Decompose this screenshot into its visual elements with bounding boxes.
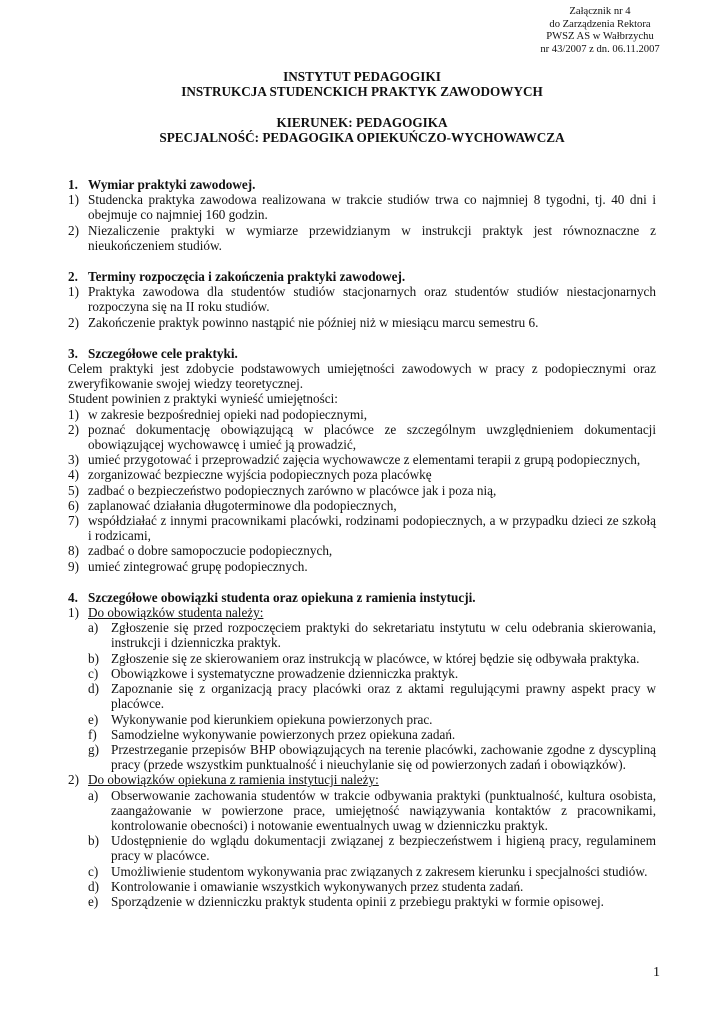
list-item <box>68 833 656 863</box>
list-item <box>68 712 656 727</box>
section-2 <box>68 269 656 330</box>
item-text: Udostępnienie do wglądu dokumentacji związanej z bezpieczeństwem i higieną pracy, regulaminem pracy w placówce. <box>111 833 656 864</box>
list-item <box>68 315 656 330</box>
item-letter: d) <box>88 681 99 697</box>
list-item <box>68 467 656 482</box>
list-item <box>68 284 656 314</box>
item-text: Zgłoszenie się przed rozpoczęciem praktyki do sekretariatu instytutu w celu odebrania skierowania, instrukcji i dzienniczka praktyk. <box>111 620 656 651</box>
section-title: Szczegółowe obowiązki studenta oraz opiekuna z ramienia instytucji. <box>88 589 476 605</box>
field-title-block <box>0 115 724 145</box>
item-text: zadbać o bezpieczeństwo podopiecznych zarówno w placówce jak i poza nią, <box>88 482 497 498</box>
item-number: 1) <box>68 284 79 300</box>
item-letter: e) <box>88 711 99 727</box>
item-letter: b) <box>88 650 99 666</box>
item-number: 2) <box>68 772 79 788</box>
list-item <box>68 864 656 879</box>
subsection-heading <box>68 772 656 787</box>
item-text: zaplanować działania długoterminowe dla podopiecznych, <box>88 497 397 513</box>
item-text: Studencka praktyka zawodowa realizowana w trakcie studiów trwa co najmniej 8 tygodni, tj. 40 dni i obejmuje co najmniej 160 godzin. <box>88 192 656 223</box>
annex-note <box>505 6 695 56</box>
section-number: 1. <box>68 177 78 192</box>
list-item <box>68 651 656 666</box>
item-letter: b) <box>88 833 99 849</box>
item-text: Zakończenie praktyk powinno nastąpić nie później niż w miesiącu marcu semestru 6. <box>88 314 539 330</box>
item-letter: f) <box>88 726 97 742</box>
section-title: Szczegółowe cele praktyki. <box>88 345 238 361</box>
item-text: Wykonywanie pod kierunkiem opiekuna powierzonych prac. <box>111 711 433 727</box>
item-text: Praktyka zawodowa dla studentów studiów stacjonarnych oraz studentów studiów niestacjonarnych rozpoczyna się na II roku studiów. <box>88 284 656 315</box>
list-item <box>68 407 656 422</box>
annex-line: Załącznik nr 4 <box>569 6 631 17</box>
item-text: poznać dokumentację obowiązującą w placówce ze szczególnym uwzględnieniem dokumentacji obowiązującej wychowawcę i umieć ją prowadzić, <box>88 421 656 453</box>
section-number: 2. <box>68 269 78 285</box>
list-item <box>68 879 656 894</box>
item-number: 6) <box>68 497 79 513</box>
section-title: Terminy rozpoczęcia i zakończenia praktyki zawodowej. <box>88 269 406 285</box>
item-letter: c) <box>88 665 99 681</box>
item-number: 3) <box>68 452 79 468</box>
section-heading <box>68 590 656 605</box>
list-item <box>68 498 656 513</box>
list-item <box>68 543 656 558</box>
section-1 <box>68 177 656 253</box>
item-number: 7) <box>68 513 79 529</box>
item-number: 9) <box>68 558 79 574</box>
section-title: Wymiar praktyki zawodowej. <box>88 177 256 192</box>
item-text: zorganizować bezpieczne wyjścia podopiecznych poza placówkę <box>88 467 432 483</box>
subsection-title: Do obowiązków studenta należy: <box>88 605 264 621</box>
item-text: Obowiązkowe i systematyczne prowadzenie dzienniczka praktyk. <box>111 665 459 681</box>
section-heading <box>68 269 656 284</box>
section-number: 3. <box>68 345 78 361</box>
section-heading <box>68 346 656 361</box>
item-letter: d) <box>88 878 99 894</box>
item-letter: e) <box>88 893 99 909</box>
item-text: Umożliwienie studentom wykonywania prac związanych z zakresem kierunku i specjalności studiów. <box>111 863 648 879</box>
item-text: Niezaliczenie praktyki w wymiarze przewidzianym w instrukcji praktyk jest równoznaczne z nieukończeniem studiów. <box>88 222 656 253</box>
item-text: Obserwowanie zachowania studentów w trakcie odbywania praktyki (punktualność, kultura osobista, zaangażowanie w powierzone prace, umiejętność nawiązywania kontaktów z pracownikami, kontrolowanie obecności) i notowanie ewentualnych uwag w dzienniczku praktyk. <box>111 787 656 833</box>
paragraph: Student powinien z praktyki wynieść umiejętności: <box>68 391 338 407</box>
item-number: 1) <box>68 192 79 208</box>
item-text: umieć przygotować i przeprowadzić zajęcia wychowawcze z elementami terapii z grupą podopiecznych, <box>88 452 641 468</box>
list-item <box>68 788 656 834</box>
item-text: Zapoznanie się z organizacją pracy placówki oraz z aktami regulującymi prawny aspekt pracy w placówce. <box>111 681 656 712</box>
document-body <box>68 177 656 925</box>
item-number: 2) <box>68 421 79 437</box>
annex-line: PWSZ AS w Wałbrzychu <box>546 31 654 43</box>
item-number: 1) <box>68 605 79 621</box>
item-number: 8) <box>68 543 79 559</box>
item-text: Przestrzeganie przepisów BHP obowiązujących na terenie placówki, zachowanie zgodne z dyscypliną pracy (przede wszystkim punktualność i nieuchylanie się od powierzonych zadań i obowiązków). <box>111 741 656 773</box>
item-letter: a) <box>88 787 99 803</box>
item-letter: g) <box>88 741 99 757</box>
item-letter: c) <box>88 863 99 879</box>
list-item <box>68 681 656 711</box>
item-text: współdziałać z innymi pracownikami placówki, rodzinami podopiecznych, a w przypadku dzieci ze szkołą i rodzicami, <box>88 513 656 544</box>
section-heading <box>68 177 656 192</box>
document-title: INSTRUKCJA STUDENCKICH PRAKTYK ZAWODOWYCH <box>181 84 543 100</box>
item-text: zadbać o dobre samopoczucie podopiecznych, <box>88 543 333 559</box>
paragraph: Celem praktyki jest zdobycie podstawowych umiejętności zawodowych w pracy z podopiecznymi oraz zweryfikowanie swojej wiedzy teoretycznej. <box>68 361 656 392</box>
item-number: 4) <box>68 467 79 483</box>
item-number: 2) <box>68 222 79 238</box>
annex-line: nr 43/2007 z dn. 06.11.2007 <box>540 43 660 55</box>
item-text: Zgłoszenie się ze skierowaniem oraz instrukcją w placówce, w której będzie się odbywała praktyka. <box>111 650 640 666</box>
section-4 <box>68 590 656 909</box>
item-number: 2) <box>68 314 79 330</box>
section-number: 4. <box>68 589 78 605</box>
list-item <box>68 559 656 574</box>
annex-line: do Zarządzenia Rektora <box>549 18 651 30</box>
item-number: 5) <box>68 482 79 498</box>
item-number: 1) <box>68 406 79 422</box>
list-item <box>68 894 656 909</box>
list-item <box>68 192 656 222</box>
institute-name: INSTYTUT PEDAGOGIKI <box>283 69 441 84</box>
list-item <box>68 666 656 681</box>
list-item <box>68 452 656 467</box>
list-item <box>68 620 656 650</box>
specialization: SPECJALNOŚĆ: PEDAGOGIKA OPIEKUŃCZO-WYCHOWAWCZA <box>159 130 565 146</box>
item-text: Sporządzenie w dzienniczku praktyk studenta opinii z przebiegu praktyki w formie opisowej. <box>111 893 604 909</box>
subsection-title: Do obowiązków opiekuna z ramienia instytucji należy: <box>88 772 379 788</box>
institute-title-block <box>0 69 724 99</box>
field-of-study: KIERUNEK: PEDAGOGIKA <box>276 115 448 130</box>
item-text: umieć zintegrować grupę podopiecznych. <box>88 558 308 574</box>
item-text: Samodzielne wykonywanie powierzonych przez opiekuna zadań. <box>111 726 456 742</box>
list-item <box>68 223 656 253</box>
page-number: 1 <box>653 965 660 980</box>
list-item <box>68 727 656 742</box>
list-item <box>68 513 656 543</box>
list-item <box>68 742 656 772</box>
list-item <box>68 483 656 498</box>
item-text: Kontrolowanie i omawianie wszystkich wykonywanych przez studenta zadań. <box>111 878 524 894</box>
section-3 <box>68 346 656 574</box>
subsection-heading <box>68 605 656 620</box>
item-letter: a) <box>88 620 99 636</box>
item-text: w zakresie bezpośredniej opieki nad podopiecznymi, <box>88 406 368 422</box>
list-item <box>68 422 656 452</box>
